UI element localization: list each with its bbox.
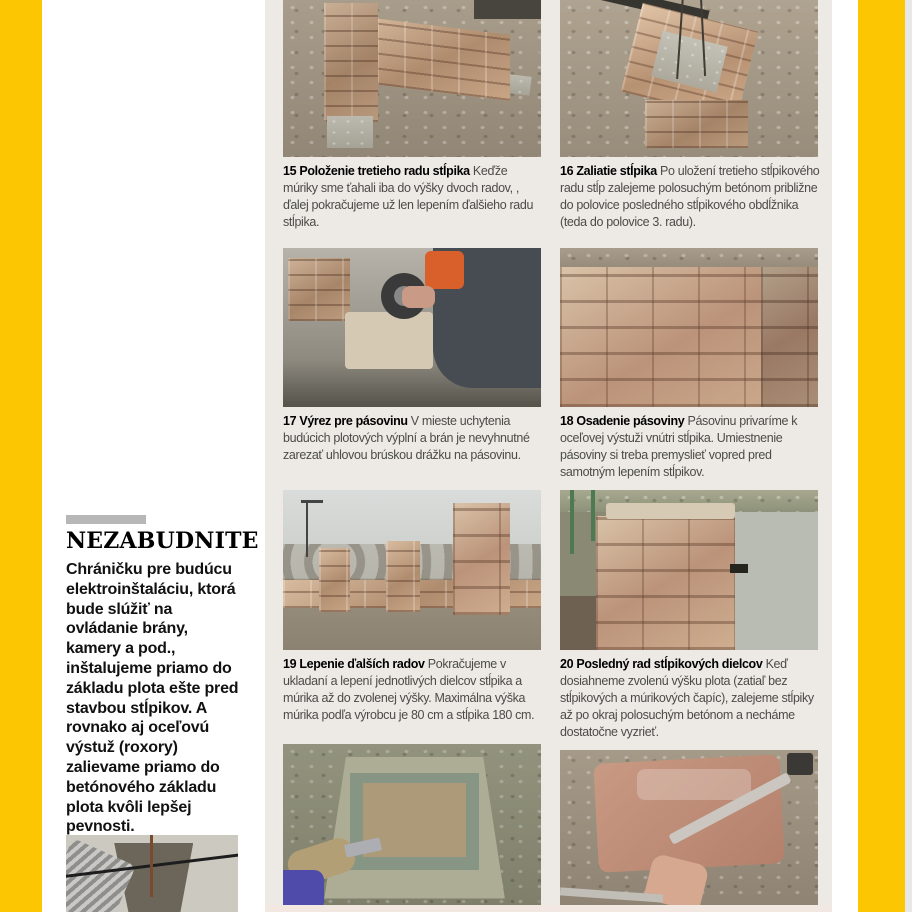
step-number: 20 <box>560 657 574 671</box>
caption-step-18 <box>560 413 820 481</box>
photo-step-17-grinder-cut <box>283 248 541 407</box>
photo-cap-mortar <box>283 744 541 905</box>
step-text: Pokračujeme v ukladaní a lepení jednotlivých dielcov stĺpika a múrika až do zvolenej výšky. Maximálna výška múrika podľa výrobcu je 80 cm a stĺpika 180 cm. <box>283 657 535 722</box>
step-text: Pásovinu privaríme k oceľovej výstuži vnútri stĺpika. Umiestnenie pásoviny si treba premyslieť vopred pred samotným lepením stĺpikov. <box>560 414 798 479</box>
step-number: 16 <box>560 164 574 178</box>
step-title: Zaliatie stĺpika <box>576 164 657 178</box>
photo-step-18-pillar-closeup <box>560 248 818 407</box>
mallet-head-shape <box>787 753 813 775</box>
sidebar-text: Chráničku pre budúcu elektroinštaláciu, ktorá bude slúžiť na ovládanie brány, kamery a pod., inštalujeme priamo do základu plota ešte pred stavbou stĺpikov. A rovnako aj oceľovú výstuž (roxory) zalievame priamo do betónového základu plota kvôli lepšej pevnosti. <box>66 561 239 836</box>
concrete-base-shape <box>327 116 373 147</box>
caption-step-20 <box>560 656 820 741</box>
step-title: Lepenie ďalších radov <box>299 657 425 671</box>
step-number: 19 <box>283 657 297 671</box>
step-number: 15 <box>283 164 297 178</box>
caption-step-19 <box>283 656 543 724</box>
caption-step-15 <box>283 163 543 231</box>
stone-block-shape <box>345 312 433 369</box>
sidebar-photo-trench <box>66 835 238 912</box>
dark-doorway-shape <box>474 0 541 19</box>
metal-flat-bar-shape <box>730 564 748 574</box>
hand-shape <box>402 286 436 308</box>
stone-pillar-shape <box>596 516 735 650</box>
caption-step-16 <box>560 163 820 231</box>
background-pillars-shape <box>288 258 350 322</box>
photo-cap-tapping <box>560 750 818 905</box>
right-edge-sliver <box>905 0 912 912</box>
step-title: Osadenie pásoviny <box>576 414 685 428</box>
caption-step-17 <box>283 413 543 464</box>
sidebar-heading: NEZABUDNITE <box>66 528 259 554</box>
left-accent-bar <box>0 0 42 912</box>
lamp-post-shape <box>306 503 308 557</box>
step-title: Položenie tretieho radu stĺpika <box>299 164 470 178</box>
step-text: V mieste uchytenia budúcich plotových výplní a brán je nevyhnutné zarezať uhlovou brúskou drážku na pásovinu. <box>283 414 530 462</box>
rusty-rod-shape <box>150 835 153 897</box>
step-title: Posledný rad stĺpikových dielcov <box>576 657 763 671</box>
green-fence-post-shape <box>591 490 595 541</box>
pillar-cap-stones-shape <box>606 503 735 519</box>
orange-vest-shape <box>425 251 464 289</box>
photo-step-16-pillar-top <box>560 0 818 157</box>
photo-step-15-stone-wall <box>283 0 541 157</box>
slab-highlight-shape <box>637 769 751 800</box>
pillar-side-shade-shape <box>761 267 818 407</box>
right-accent-bar <box>858 0 905 912</box>
concrete-fill-shape <box>651 30 727 92</box>
green-fence-post-shape <box>570 490 574 554</box>
fence-pillar-shape <box>319 548 350 612</box>
pillar-lower-stones-shape <box>645 100 748 147</box>
blue-sleeve-shape <box>283 870 324 905</box>
fence-pillar-shape <box>386 541 420 611</box>
tall-corner-pillar-shape <box>453 503 510 615</box>
next-row-sliver <box>265 905 832 912</box>
step-text: Po uložení tretieho stĺpikového radu stĺp zalejeme polosuchým betónom približne do polovice posledného stĺpikového obdĺžnika (teda do polovice 3. radu). <box>560 164 820 229</box>
step-number: 18 <box>560 414 574 428</box>
step-title: Výrez pre pásovinu <box>299 414 408 428</box>
lamp-arm-shape <box>301 500 323 503</box>
section-marker-bar <box>66 515 146 524</box>
step-number: 17 <box>283 414 297 428</box>
photo-step-19-fence-line <box>283 490 541 650</box>
step-text: Keďže múriky sme ťahali iba do výšky dvoch radov, , ďalej pokračujeme už len lepením ďalšieho radu stĺpika. <box>283 164 534 229</box>
photo-step-20-finished-pillar <box>560 490 818 650</box>
stone-pillar-shape <box>324 3 378 122</box>
step-text: Keď dosiahneme zvolenú výšku plota (zatiaľ bez stĺpikových a múrikových čapíc), zalejeme stĺpiky až po okraj polosuchým betónom a necháme dostatočne vyzrieť. <box>560 657 814 739</box>
